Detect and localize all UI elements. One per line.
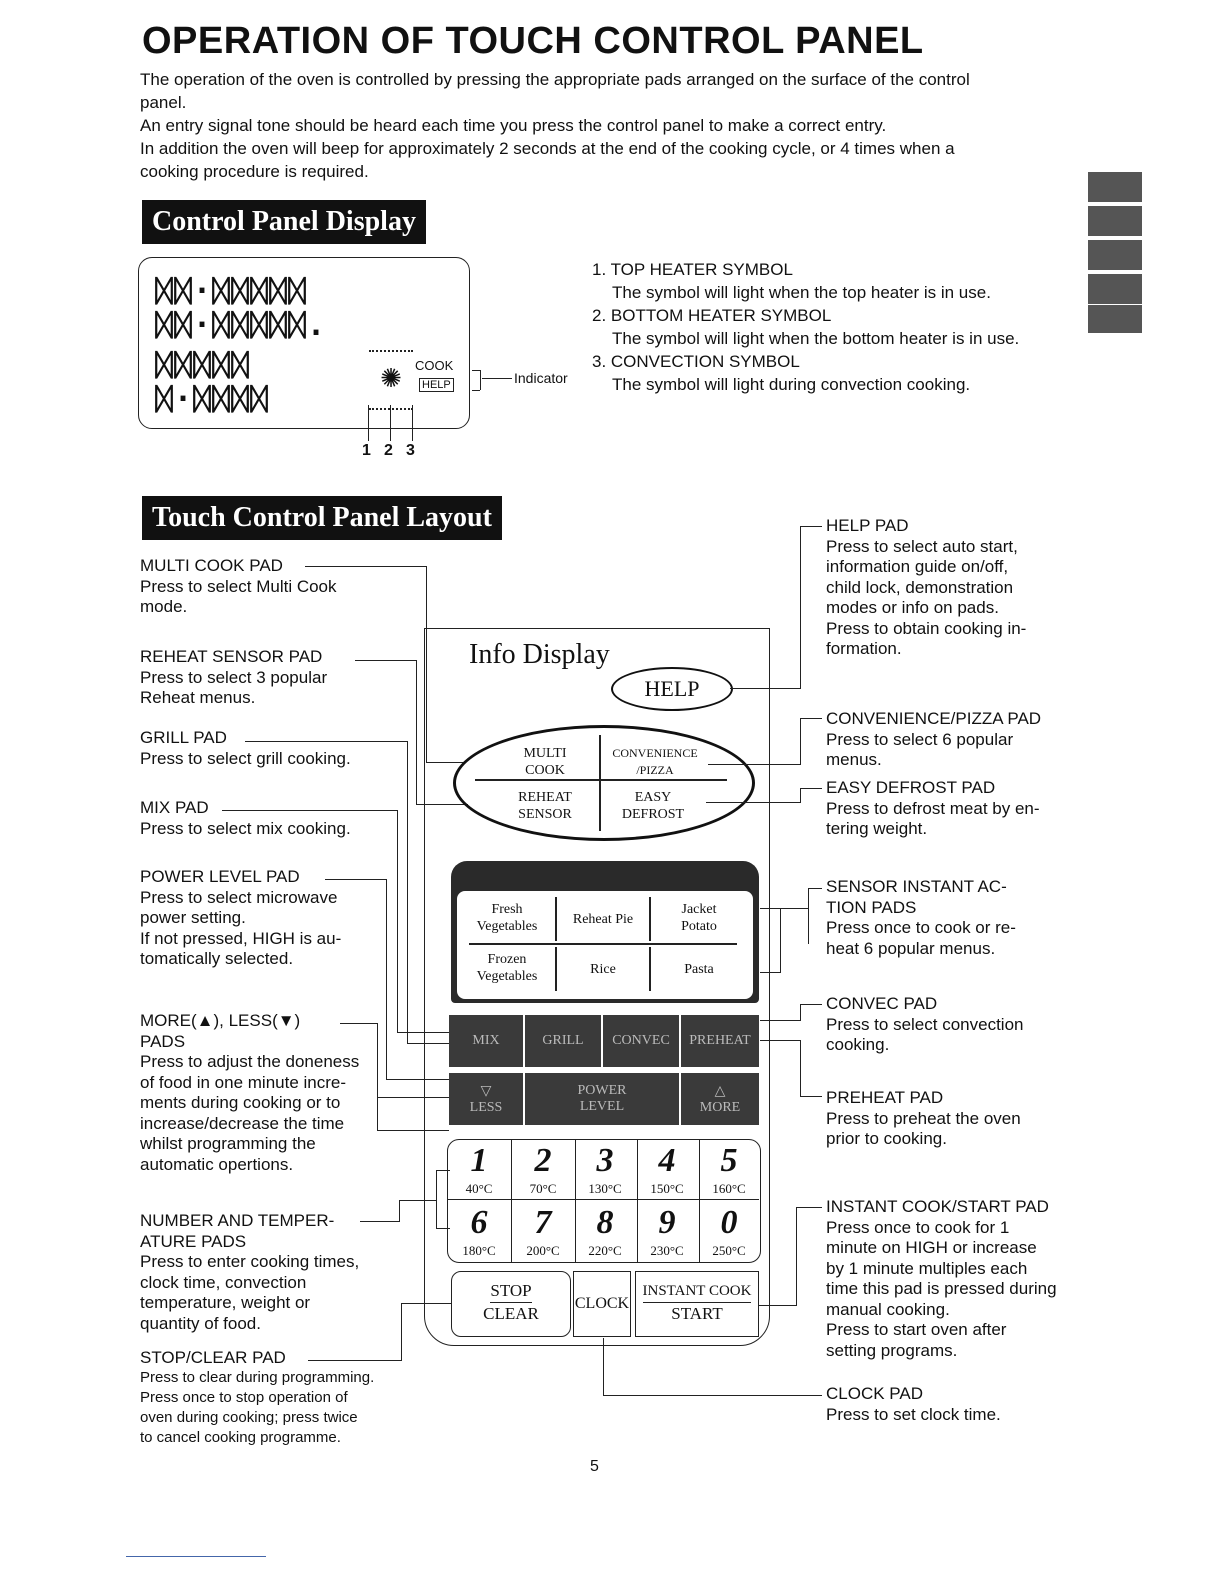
leader-line bbox=[706, 802, 801, 803]
annotation-line: minute on HIGH or increase bbox=[826, 1238, 1037, 1257]
pad-line: Pasta bbox=[684, 962, 714, 977]
indicator-bracket bbox=[480, 370, 481, 390]
pad-line: COOK bbox=[525, 763, 565, 778]
number-pad-1[interactable] bbox=[447, 1139, 512, 1201]
annotation-line: Press to select auto start, bbox=[826, 536, 1018, 556]
thumb-index-bar bbox=[1088, 240, 1142, 270]
indicator-leader bbox=[482, 378, 512, 379]
annotation-convenience bbox=[826, 709, 1066, 771]
annotation-title: STOP/CLEAR PAD bbox=[140, 1348, 286, 1367]
pad-line: POWER bbox=[577, 1083, 627, 1098]
annotation-line: time this pad is pressed during bbox=[826, 1279, 1057, 1298]
control-panel-diagram bbox=[424, 628, 770, 1346]
digit: 0 bbox=[720, 1204, 738, 1241]
power-level-pad[interactable] bbox=[525, 1073, 679, 1125]
leader-line bbox=[800, 788, 801, 802]
leader-line bbox=[800, 526, 801, 688]
chevron-down-icon: ▽ bbox=[480, 1083, 492, 1099]
section-heading-display: Control Panel Display bbox=[142, 200, 426, 244]
less-pad[interactable] bbox=[449, 1073, 523, 1125]
annotation-line: information guide on/off, bbox=[826, 557, 1009, 576]
sensor-divider bbox=[649, 897, 651, 941]
leader-line bbox=[796, 1207, 797, 1305]
marker-3: 3 bbox=[406, 442, 415, 459]
leader-line bbox=[245, 741, 408, 742]
annotation-line: Press to select 3 popular bbox=[140, 667, 328, 687]
temperature: 40°C bbox=[465, 1181, 493, 1196]
annotation-stop-clear bbox=[140, 1348, 400, 1448]
footer-rule bbox=[126, 1556, 266, 1557]
annotation-line: Press to select mix cooking. bbox=[140, 818, 351, 838]
pad-line: DEFROST bbox=[621, 807, 685, 822]
annotation-line: whilst programming the bbox=[140, 1134, 316, 1153]
preheat-pad[interactable]: PREHEAT bbox=[681, 1015, 759, 1067]
marker-line bbox=[412, 405, 413, 441]
pad-line: LEVEL bbox=[579, 1099, 625, 1114]
clock-pad[interactable]: CLOCK bbox=[573, 1271, 631, 1337]
multi-cook-pad[interactable] bbox=[505, 745, 585, 779]
leader-line bbox=[603, 1338, 604, 1396]
thumb-index-bar bbox=[1088, 274, 1142, 304]
reheat-pie-pad[interactable] bbox=[559, 911, 647, 928]
leader-line bbox=[800, 526, 822, 527]
annotation-line: Press to enter cooking times, bbox=[140, 1252, 360, 1271]
annotation-line: Press to preheat the oven bbox=[826, 1108, 1021, 1128]
pad-line: SENSOR bbox=[518, 807, 572, 822]
temperature: 160°C bbox=[712, 1181, 746, 1196]
annotation-line: manual cooking. bbox=[826, 1299, 950, 1319]
pad-line: Frozen bbox=[487, 952, 527, 967]
annotation-line: child lock, demonstration bbox=[826, 577, 1014, 597]
annotation-title: HELP PAD bbox=[826, 516, 909, 535]
number-pad-8[interactable] bbox=[573, 1201, 638, 1263]
leader-line bbox=[800, 718, 801, 764]
symbol-desc: The symbol will light when the top heater is in use. bbox=[612, 283, 991, 302]
annotation-title: NUMBER AND TEMPER- bbox=[140, 1211, 335, 1230]
pad-line: /PIZZA bbox=[636, 763, 674, 777]
indicator-label: Indicator bbox=[514, 370, 568, 386]
annotation-title: MULTI COOK PAD bbox=[140, 556, 283, 575]
annotation-line: Press to adjust the doneness bbox=[140, 1052, 360, 1071]
annotation-line: quantity of food. bbox=[140, 1313, 261, 1333]
annotation-convec bbox=[826, 994, 1066, 1056]
symbol-desc: The symbol will light during convection cooking. bbox=[612, 375, 971, 394]
annotation-line: Press to obtain cooking in- bbox=[826, 618, 1027, 638]
annotation-title: INSTANT COOK/START PAD bbox=[826, 1197, 1049, 1216]
annotation-easy-defrost bbox=[826, 778, 1066, 840]
annotation-line: TION PADS bbox=[826, 897, 917, 917]
marker-line bbox=[368, 405, 369, 441]
annotation-clock bbox=[826, 1384, 1066, 1425]
annotation-title: PREHEAT PAD bbox=[826, 1088, 944, 1107]
annotation-title: MIX PAD bbox=[140, 798, 209, 817]
leader-line bbox=[340, 1023, 378, 1024]
temperature: 230°C bbox=[650, 1243, 684, 1258]
annotation-line: Press to select grill cooking. bbox=[140, 748, 351, 768]
number-pad-2[interactable] bbox=[511, 1139, 576, 1201]
annotation-line: temperature, weight or bbox=[140, 1293, 311, 1312]
leader-line bbox=[800, 788, 822, 789]
annotation-line: setting programs. bbox=[826, 1340, 958, 1360]
sensor-divider bbox=[649, 947, 651, 991]
digit: 9 bbox=[658, 1204, 676, 1241]
symbol-list bbox=[592, 258, 1072, 396]
sensor-divider bbox=[555, 947, 557, 991]
page-number: 5 bbox=[590, 1458, 599, 1475]
leader-line bbox=[603, 1395, 822, 1396]
pad-line: Reheat Pie bbox=[572, 912, 634, 927]
less-label: LESS bbox=[469, 1099, 503, 1115]
leader-line bbox=[808, 888, 822, 889]
temperature: 130°C bbox=[588, 1181, 622, 1196]
intro-line: cooking procedure is required. bbox=[140, 162, 369, 181]
number-pad-9[interactable] bbox=[635, 1201, 700, 1263]
lcd-row: ᛞᛞ·ᛞᛞᛞᛞᛞ. bbox=[155, 308, 327, 343]
annotation-title: CONVENIENCE/PIZZA PAD bbox=[826, 709, 1042, 728]
leader-line bbox=[808, 888, 809, 944]
indicator-bracket bbox=[472, 390, 480, 391]
annotation-line: Press once to cook for 1 bbox=[826, 1217, 1010, 1237]
annotation-preheat bbox=[826, 1088, 1066, 1150]
digit: 7 bbox=[534, 1204, 552, 1241]
annotation-line: Press once to cook or re- bbox=[826, 918, 1016, 937]
annotation-sensor-instant bbox=[826, 877, 1066, 959]
annotation-help bbox=[826, 516, 1066, 660]
clear-label: CLEAR bbox=[483, 1304, 539, 1323]
number-pad-3[interactable] bbox=[573, 1139, 638, 1201]
annotation-line: Press to select convection bbox=[826, 1014, 1024, 1034]
annotation-mix bbox=[140, 798, 420, 839]
annotation-line: Press to select microwave bbox=[140, 887, 338, 907]
digit: 1 bbox=[470, 1142, 488, 1179]
section-heading-layout: Touch Control Panel Layout bbox=[142, 496, 502, 540]
leader-line bbox=[399, 1200, 400, 1222]
temperature: 200°C bbox=[526, 1243, 560, 1258]
annotation-line: to cancel cooking programme. bbox=[140, 1429, 341, 1446]
annotation-line: mode. bbox=[140, 597, 188, 616]
annotation-line: modes or info on pads. bbox=[826, 598, 999, 617]
leader-line bbox=[407, 741, 408, 1043]
annotation-line: heat 6 popular menus. bbox=[826, 938, 996, 958]
pad-line: MULTI bbox=[523, 746, 567, 761]
thumb-index-bar bbox=[1088, 206, 1142, 236]
digit: 3 bbox=[596, 1142, 614, 1179]
number-pad-7[interactable] bbox=[511, 1201, 576, 1263]
annotation-title: MORE(▲), LESS(▼) bbox=[140, 1011, 301, 1030]
oval-divider bbox=[599, 735, 601, 831]
leader-line bbox=[397, 810, 398, 1032]
annotation-reheat-sensor bbox=[140, 647, 420, 709]
pad-line: Vegetables bbox=[476, 919, 538, 934]
symbol-title: 3. CONVECTION SYMBOL bbox=[592, 352, 800, 371]
pad-line: Vegetables bbox=[476, 969, 538, 984]
annotation-line: Press to clear during programming. bbox=[140, 1369, 375, 1386]
annotation-title: POWER LEVEL PAD bbox=[140, 867, 300, 886]
leader-line bbox=[355, 660, 417, 661]
temperature: 220°C bbox=[588, 1243, 622, 1258]
pasta-pad[interactable] bbox=[653, 961, 745, 978]
digit: 8 bbox=[596, 1204, 614, 1241]
intro-line: An entry signal tone should be heard each time you press the control panel to make a correct entry. bbox=[140, 116, 887, 135]
leader-line bbox=[308, 1360, 402, 1361]
annotation-line: prior to cooking. bbox=[826, 1129, 947, 1148]
temperature: 150°C bbox=[650, 1181, 684, 1196]
fresh-vegetables-pad[interactable] bbox=[461, 901, 553, 935]
leader-line bbox=[360, 1221, 400, 1222]
thumb-index-bar bbox=[1088, 305, 1142, 333]
number-pad-5[interactable] bbox=[697, 1139, 761, 1201]
annotation-line: If not pressed, HIGH is au- bbox=[140, 928, 342, 948]
mix-pad[interactable]: MIX bbox=[449, 1015, 523, 1067]
leader-line bbox=[796, 1207, 822, 1208]
leader-line bbox=[377, 1023, 378, 1131]
annotation-line: Reheat menus. bbox=[140, 688, 256, 707]
intro-text bbox=[140, 68, 1080, 183]
symbol-desc: The symbol will light when the bottom heater is in use. bbox=[612, 329, 1020, 348]
temperature: 180°C bbox=[462, 1243, 496, 1258]
digit: 4 bbox=[658, 1142, 676, 1179]
sensor-divider bbox=[555, 897, 557, 941]
intro-line: The operation of the oven is controlled by pressing the appropriate pads arranged on the surface of the control bbox=[140, 70, 970, 89]
lcd-row: ᛞ·ᛞᛞᛞᛞ bbox=[155, 382, 270, 417]
leader-line bbox=[800, 1004, 822, 1005]
annotation-line: power setting. bbox=[140, 908, 246, 927]
convection-fan-icon: ✺ bbox=[369, 350, 413, 410]
annotation-line: cooking. bbox=[826, 1035, 890, 1054]
reheat-sensor-pad[interactable] bbox=[505, 789, 585, 823]
help-indicator: HELP bbox=[419, 378, 454, 392]
indicator-bracket bbox=[472, 370, 480, 371]
pad-line: Potato bbox=[681, 919, 717, 934]
annotation-line: clock time, convection bbox=[140, 1272, 307, 1292]
leader-line bbox=[800, 1040, 801, 1096]
convenience-pizza-pad[interactable] bbox=[605, 745, 705, 779]
page-title: OPERATION OF TOUCH CONTROL PANEL bbox=[142, 20, 924, 62]
cook-indicator: COOK bbox=[415, 358, 454, 373]
lcd-row: ᛞᛞᛞᛞᛞ bbox=[155, 348, 250, 383]
marker-1: 1 bbox=[362, 442, 371, 459]
annotation-line: Press to select Multi Cook bbox=[140, 576, 337, 596]
stop-clear-pad[interactable] bbox=[451, 1271, 571, 1337]
annotation-more-less bbox=[140, 1011, 380, 1175]
stop-label: STOP bbox=[490, 1280, 531, 1303]
pad-line: REHEAT bbox=[518, 790, 572, 805]
leader-line bbox=[305, 566, 427, 567]
jacket-potato-pad[interactable] bbox=[653, 901, 745, 935]
annotation-line: by 1 minute multiples each bbox=[826, 1258, 1028, 1278]
annotation-line: Press to defrost meat by en- bbox=[826, 798, 1040, 818]
annotation-line: formation. bbox=[826, 639, 902, 658]
help-pad[interactable]: HELP bbox=[611, 667, 733, 711]
leader-line bbox=[760, 1040, 801, 1041]
intro-line: panel. bbox=[140, 93, 187, 112]
leader-line bbox=[760, 908, 808, 909]
digit: 5 bbox=[720, 1142, 738, 1179]
annotation-title: GRILL PAD bbox=[140, 728, 227, 747]
leader-line bbox=[325, 879, 387, 880]
rice-pad[interactable] bbox=[559, 961, 647, 978]
info-display-label: Info Display bbox=[469, 639, 610, 670]
leader-line bbox=[758, 1305, 797, 1306]
annotation-line: oven during cooking; press twice bbox=[140, 1409, 358, 1426]
pad-line: EASY bbox=[634, 790, 672, 805]
annotation-title: CONVEC PAD bbox=[826, 994, 938, 1013]
temperature: 250°C bbox=[712, 1243, 746, 1258]
instant-cook-label: INSTANT COOK bbox=[643, 1280, 752, 1303]
annotation-line: ATURE PADS bbox=[140, 1231, 247, 1251]
convec-pad[interactable]: CONVEC bbox=[603, 1015, 679, 1067]
instant-cook-start-pad[interactable] bbox=[635, 1271, 759, 1337]
digit: 6 bbox=[470, 1204, 488, 1241]
annotation-line: tomatically selected. bbox=[140, 949, 294, 968]
annotation-line: Press once to stop operation of bbox=[140, 1389, 348, 1406]
leader-line bbox=[760, 1020, 801, 1021]
more-pad[interactable] bbox=[681, 1073, 759, 1125]
pad-line: Jacket bbox=[681, 902, 717, 917]
intro-line: In addition the oven will beep for approximately 2 seconds at the end of the cooking cycle, or 4 times when a bbox=[140, 139, 955, 158]
annotation-line: Press to select 6 popular bbox=[826, 729, 1014, 749]
pad-line: Fresh bbox=[491, 902, 523, 917]
number-pad-4[interactable] bbox=[635, 1139, 700, 1201]
number-pad-6[interactable] bbox=[447, 1201, 512, 1263]
symbol-title: 1. TOP HEATER SYMBOL bbox=[592, 260, 793, 279]
leader-line bbox=[800, 1004, 801, 1020]
annotation-line: automatic opertions. bbox=[140, 1154, 294, 1174]
leader-line bbox=[708, 764, 801, 765]
marker-2: 2 bbox=[384, 442, 393, 459]
leader-line bbox=[386, 879, 387, 1079]
leader-line bbox=[401, 1303, 402, 1361]
annotation-line: Press to set clock time. bbox=[826, 1404, 1001, 1424]
grill-pad[interactable]: GRILL bbox=[525, 1015, 601, 1067]
leader-line bbox=[780, 908, 781, 972]
start-label: START bbox=[671, 1304, 723, 1323]
marker-line bbox=[390, 405, 391, 441]
leader-line bbox=[416, 660, 417, 804]
symbol-title: 2. BOTTOM HEATER SYMBOL bbox=[592, 306, 832, 325]
annotation-instant-cook bbox=[826, 1197, 1066, 1361]
thumb-index-bar bbox=[1088, 172, 1142, 202]
easy-defrost-pad[interactable] bbox=[605, 789, 701, 823]
oval-divider bbox=[475, 779, 727, 781]
leader-line bbox=[800, 718, 822, 719]
annotation-title: SENSOR INSTANT AC- bbox=[826, 877, 1007, 896]
annotation-number-pads bbox=[140, 1211, 380, 1334]
pad-line: Rice bbox=[590, 962, 616, 977]
chevron-up-icon: △ bbox=[714, 1083, 726, 1099]
lcd-row: ᛞᛞ·ᛞᛞᛞᛞᛞ bbox=[155, 274, 308, 309]
annotation-line: ments during cooking or to bbox=[140, 1093, 341, 1112]
more-label: MORE bbox=[699, 1099, 741, 1115]
annotation-title: REHEAT SENSOR PAD bbox=[140, 647, 323, 666]
annotation-grill bbox=[140, 728, 420, 769]
number-pad-0[interactable] bbox=[697, 1201, 761, 1263]
temperature: 70°C bbox=[529, 1181, 557, 1196]
leader-line bbox=[222, 810, 398, 811]
annotation-line: PADS bbox=[140, 1031, 186, 1051]
annotation-line: menus. bbox=[826, 750, 882, 769]
leader-line bbox=[760, 972, 781, 973]
annotation-line: tering weight. bbox=[826, 819, 928, 838]
sensor-divider bbox=[469, 943, 737, 945]
oval-pad-group bbox=[453, 725, 755, 841]
leader-line bbox=[730, 688, 801, 689]
frozen-vegetables-pad[interactable] bbox=[461, 951, 553, 985]
leader-line bbox=[800, 1096, 822, 1097]
annotation-line: Press to start oven after bbox=[826, 1320, 1007, 1339]
annotation-title: EASY DEFROST PAD bbox=[826, 778, 996, 797]
annotation-power-level bbox=[140, 867, 380, 970]
annotation-line: increase/decrease the time bbox=[140, 1113, 345, 1133]
annotation-line: of food in one minute incre- bbox=[140, 1072, 347, 1092]
lcd-display-diagram bbox=[138, 257, 470, 429]
digit: 2 bbox=[534, 1142, 552, 1179]
annotation-title: CLOCK PAD bbox=[826, 1384, 923, 1403]
pad-line: CONVENIENCE bbox=[612, 746, 698, 760]
